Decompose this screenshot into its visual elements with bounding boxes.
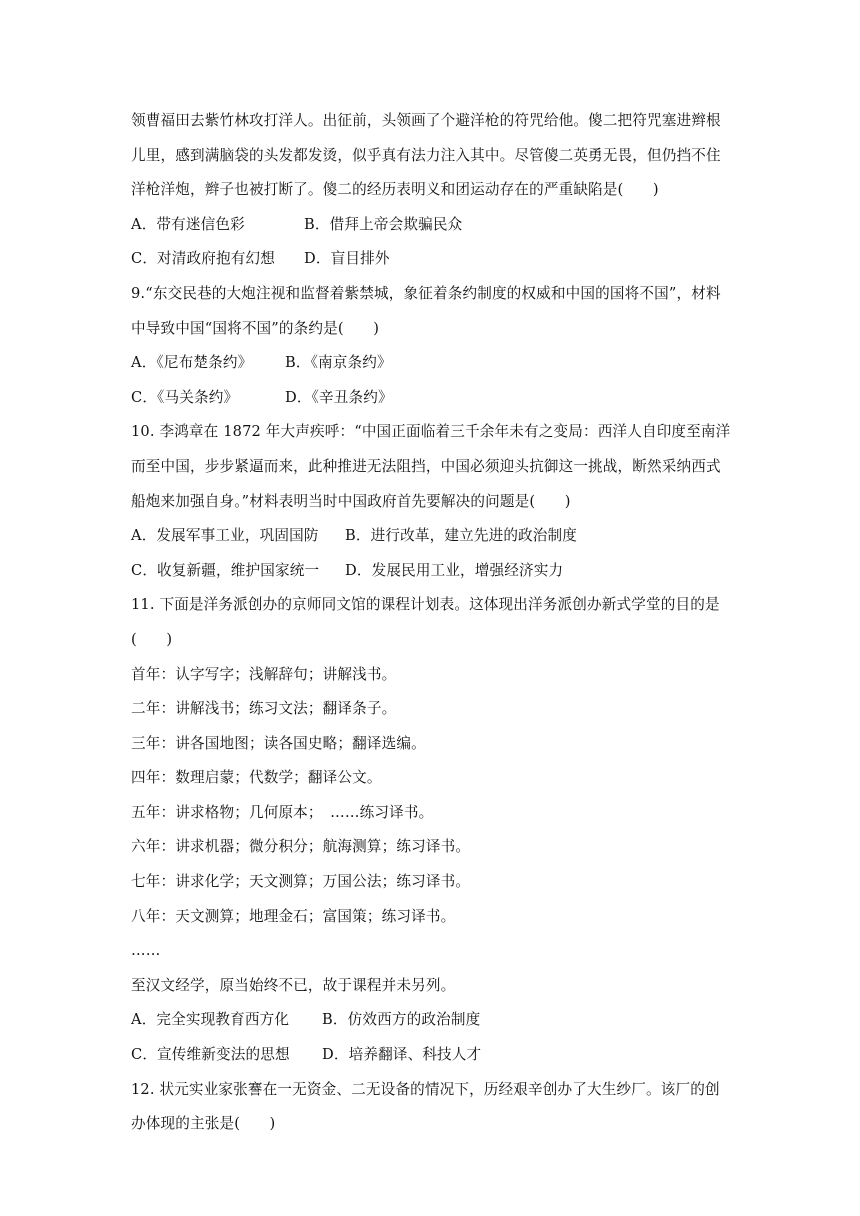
option-c: C．收复新疆，维护国家统一 <box>131 561 320 579</box>
option-b: B．《南京条约》 <box>285 354 392 372</box>
options-row <box>131 346 741 381</box>
options-row <box>131 1038 741 1073</box>
question-stem-line: 儿里，感到满脑袋的头发都发烫，似乎真有法力注入其中。尽管傻二英勇无畏，但仍挡不住 <box>131 146 721 164</box>
question-stem-line: 10. 李鸿章在 1872 年大声疾呼：“中国正面临着三千余年未有之变局：西洋人自印度至南洋 <box>131 423 731 441</box>
question-12 <box>131 1073 741 1142</box>
curriculum-line: 二年：讲解浅书；练习文法；翻译条子。 <box>131 700 397 718</box>
option-d: D．发展民用工业，增强经济实力 <box>345 561 564 579</box>
options-row <box>131 519 741 554</box>
question-stem-line: 洋枪洋炮，辫子也被打断了。傻二的经历表明义和团运动存在的严重缺陷是( ) <box>131 181 659 199</box>
curriculum-line: 首年：认字写字；浅解辞句；讲解浅书。 <box>131 665 397 683</box>
question-stem-line: 而至中国，步步紧逼而来，此种推进无法阻挡，中国必须迎头抗御这一挑战，断然采纳西式 <box>131 457 721 475</box>
options-row <box>131 554 741 589</box>
question-8 <box>131 104 741 277</box>
options-row <box>131 208 741 243</box>
option-a: A．发展军事工业，巩固国防 <box>131 527 319 545</box>
question-stem-line: 船炮来加强自身。”材料表明当时中国政府首先要解决的问题是( ) <box>131 492 571 510</box>
option-a: A．《尼布楚条约》 <box>131 354 253 372</box>
option-d: D．《辛丑条约》 <box>285 388 393 406</box>
question-stem-line: ( ) <box>131 630 173 648</box>
question-10 <box>131 415 741 588</box>
options-row <box>131 1003 741 1038</box>
question-stem-line: 12. 状元实业家张謇在一无资金、二无设备的情况下，历经艰辛创办了大生纱厂。该厂的创 <box>131 1080 720 1098</box>
option-b: B．进行改革，建立先进的政治制度 <box>345 527 578 545</box>
question-stem-line: 9.“东交民巷的大炮注视和监督着紫禁城，象征着条约制度的权威和中国的国将不国”，材料 <box>131 284 721 302</box>
option-a: A．带有迷信色彩 <box>131 215 245 233</box>
curriculum-line: 六年：讲求机器；微分积分；航海测算；练习译书。 <box>131 838 471 856</box>
option-a: A．完全实现教育西方化 <box>131 1011 290 1029</box>
question-stem-line: 11. 下面是洋务派创办的京师同文馆的课程计划表。这体现出洋务派创办新式学堂的目的是 <box>131 596 720 614</box>
curriculum-line: 至汉文经学，原当始终不已，故于课程并未另列。 <box>131 976 456 994</box>
options-row <box>131 381 741 416</box>
options-row <box>131 242 741 277</box>
option-d: D．培养翻译、科技人才 <box>322 1046 482 1064</box>
option-c: C．宣传维新变法的思想 <box>131 1046 290 1064</box>
curriculum-line: 四年：数理启蒙；代数学；翻译公文。 <box>131 769 382 787</box>
option-d: D．盲目排外 <box>304 250 390 268</box>
curriculum-line: …… <box>131 942 161 960</box>
curriculum-line: 七年：讲求化学；天文测算；万国公法；练习译书。 <box>131 873 471 891</box>
option-c: C．《马关条约》 <box>131 388 239 406</box>
curriculum-line: 五年：讲求格物；几何原本； ……练习译书。 <box>131 803 434 821</box>
option-b: B．借拜上帝会欺骗民众 <box>304 215 463 233</box>
question-stem-line: 中导致中国“国将不国”的条约是( ) <box>131 319 380 337</box>
question-stem-line: 领曹福田去紫竹林攻打洋人。出征前，头领画了个避洋枪的符咒给他。傻二把符咒塞进辫根 <box>131 112 721 129</box>
option-c: C．对清政府抱有幻想 <box>131 250 276 268</box>
question-9 <box>131 277 741 415</box>
curriculum-line: 三年：讲各国地图；读各国史略；翻译选编。 <box>131 734 426 752</box>
curriculum-line: 八年：天文测算；地理金石；富国策；练习译书。 <box>131 907 456 925</box>
question-stem-line: 办体现的主张是( ) <box>131 1115 276 1133</box>
exam-page <box>131 104 741 1142</box>
question-11 <box>131 588 741 1072</box>
option-b: B．仿效西方的政治制度 <box>322 1011 481 1029</box>
